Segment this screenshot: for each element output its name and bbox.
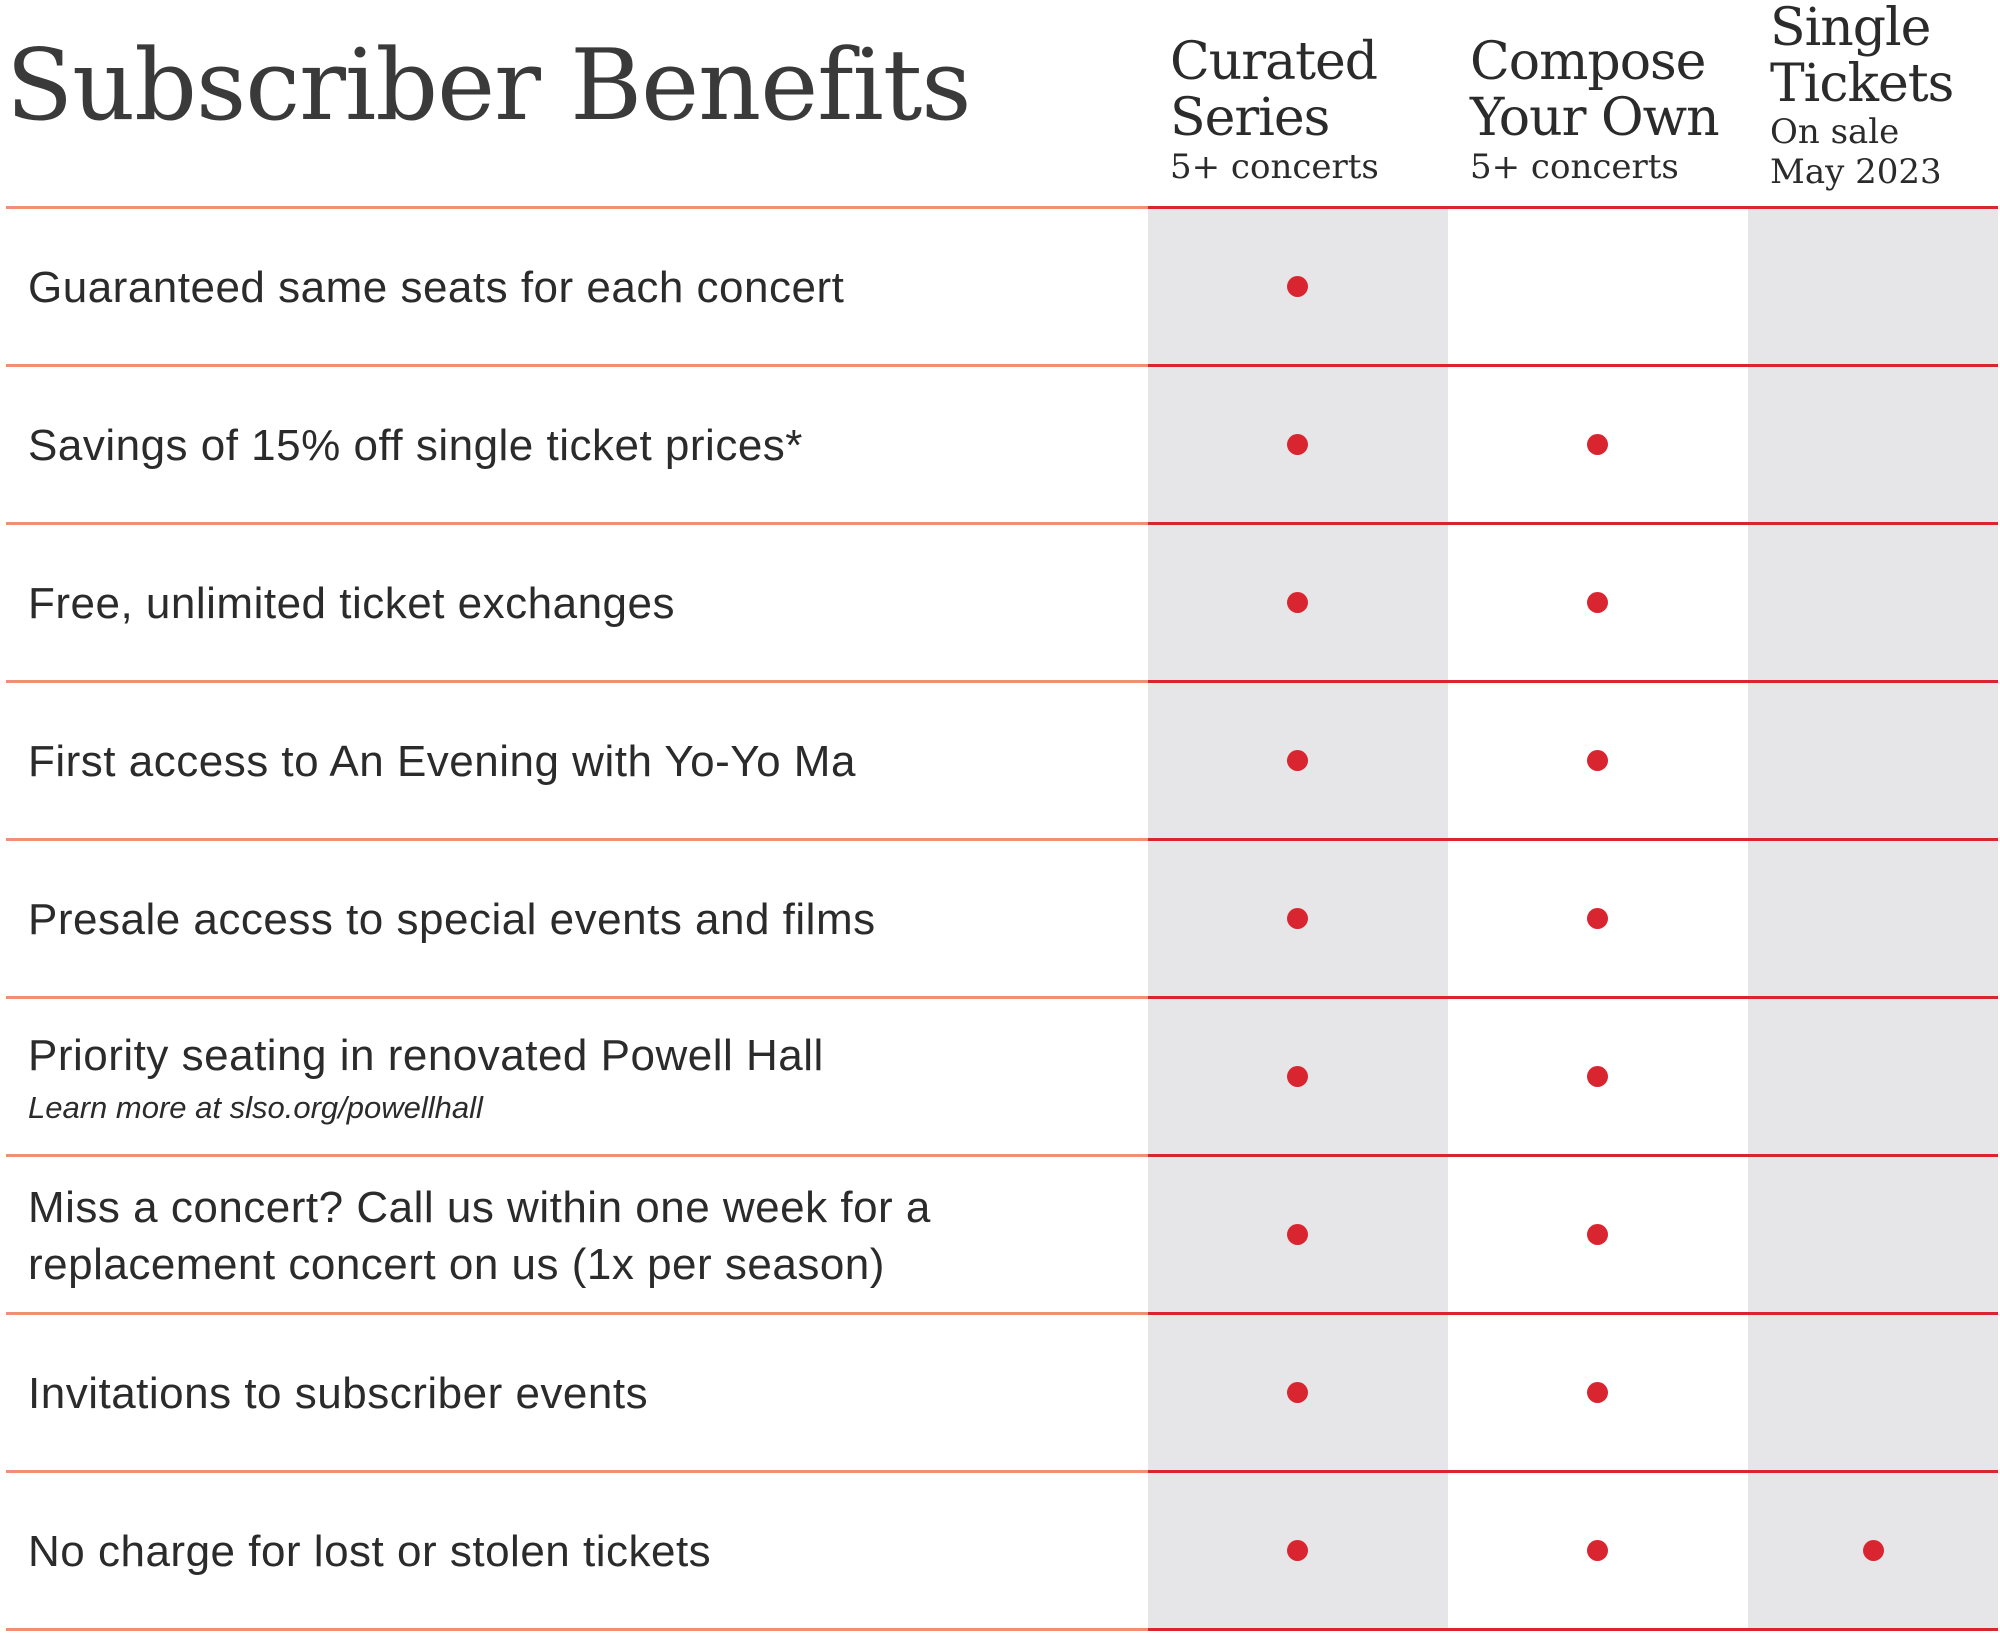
column-subtitle-line2: May 2023 <box>1770 152 1942 192</box>
benefit-row-7 <box>28 1157 1138 1314</box>
included-dot-curated <box>1287 592 1308 613</box>
benefit-row-3 <box>28 525 1138 682</box>
benefit-row-1 <box>28 209 1138 366</box>
column-title-line2: Your Own <box>1470 88 1719 148</box>
benefit-row-2 <box>28 367 1138 524</box>
row-divider-right <box>1148 1312 1998 1315</box>
row-divider-left <box>6 364 1148 367</box>
row-divider-right <box>1148 1154 1998 1157</box>
benefit-text: Presale access to special events and films <box>28 895 876 944</box>
benefit-note: Learn more at slso.org/powellhall <box>28 1090 483 1125</box>
row-divider-left <box>6 1312 1148 1315</box>
included-dot-curated <box>1287 908 1308 929</box>
row-divider-left <box>6 996 1148 999</box>
included-dot-compose <box>1587 1382 1608 1403</box>
included-dot-curated <box>1287 276 1308 297</box>
single-column-shade <box>1748 208 1998 1631</box>
column-header-curated <box>1170 34 1379 188</box>
column-title-line1: Curated <box>1170 32 1378 92</box>
benefit-row-5 <box>28 841 1138 998</box>
included-dot-curated <box>1287 1066 1308 1087</box>
benefit-text: Miss a concert? Call us within one week for a replacement concert on us (1x per season) <box>28 1182 931 1289</box>
included-dot-curated <box>1287 1540 1308 1561</box>
included-dot-compose <box>1587 1540 1608 1561</box>
benefit-row-9 <box>28 1473 1138 1630</box>
column-header-compose <box>1470 34 1719 188</box>
included-dot-single <box>1863 1540 1884 1561</box>
row-divider-right <box>1148 522 1998 525</box>
row-divider-right <box>1148 1628 1998 1631</box>
column-title-line1: Single <box>1770 0 1931 58</box>
row-divider-left <box>6 1628 1148 1631</box>
column-title-line2: Tickets <box>1770 54 1954 114</box>
included-dot-compose <box>1587 908 1608 929</box>
row-divider-right <box>1148 1470 1998 1473</box>
included-dot-compose <box>1587 434 1608 455</box>
included-dot-compose <box>1587 592 1608 613</box>
included-dot-curated <box>1287 1382 1308 1403</box>
included-dot-curated <box>1287 434 1308 455</box>
benefit-text: Free, unlimited ticket exchanges <box>28 579 675 628</box>
benefit-row-4 <box>28 683 1138 840</box>
row-divider-left <box>6 1470 1148 1473</box>
included-dot-compose <box>1587 750 1608 771</box>
page-title: Subscriber Benefits <box>6 29 971 143</box>
column-title-line1: Compose <box>1470 32 1706 92</box>
row-divider-left <box>6 1154 1148 1157</box>
row-divider-left <box>6 680 1148 683</box>
column-subtitle: On sale <box>1770 112 1900 152</box>
row-divider-left <box>6 838 1148 841</box>
benefit-text: Invitations to subscriber events <box>28 1369 649 1418</box>
row-divider-right <box>1148 996 1998 999</box>
column-header-single <box>1770 0 1953 192</box>
benefit-text: Guaranteed same seats for each concert <box>28 263 845 312</box>
column-subtitle: 5+ concerts <box>1170 147 1379 187</box>
row-divider-right <box>1148 364 1998 367</box>
row-divider-right <box>1148 838 1998 841</box>
included-dot-compose <box>1587 1224 1608 1245</box>
column-title-line2: Series <box>1170 88 1330 148</box>
benefit-text: First access to An Evening with Yo-Yo Ma <box>28 737 856 786</box>
benefit-text: Savings of 15% off single ticket prices* <box>28 421 803 470</box>
header-divider-right <box>1148 206 1998 209</box>
row-divider-left <box>6 522 1148 525</box>
included-dot-curated <box>1287 750 1308 771</box>
benefit-text: No charge for lost or stolen tickets <box>28 1527 712 1576</box>
included-dot-curated <box>1287 1224 1308 1245</box>
included-dot-compose <box>1587 1066 1608 1087</box>
row-divider-right <box>1148 680 1998 683</box>
benefit-row-6 <box>28 999 1138 1156</box>
benefit-text: Priority seating in renovated Powell Hall <box>28 1031 824 1080</box>
benefit-row-8 <box>28 1315 1138 1472</box>
column-subtitle: 5+ concerts <box>1470 147 1679 187</box>
